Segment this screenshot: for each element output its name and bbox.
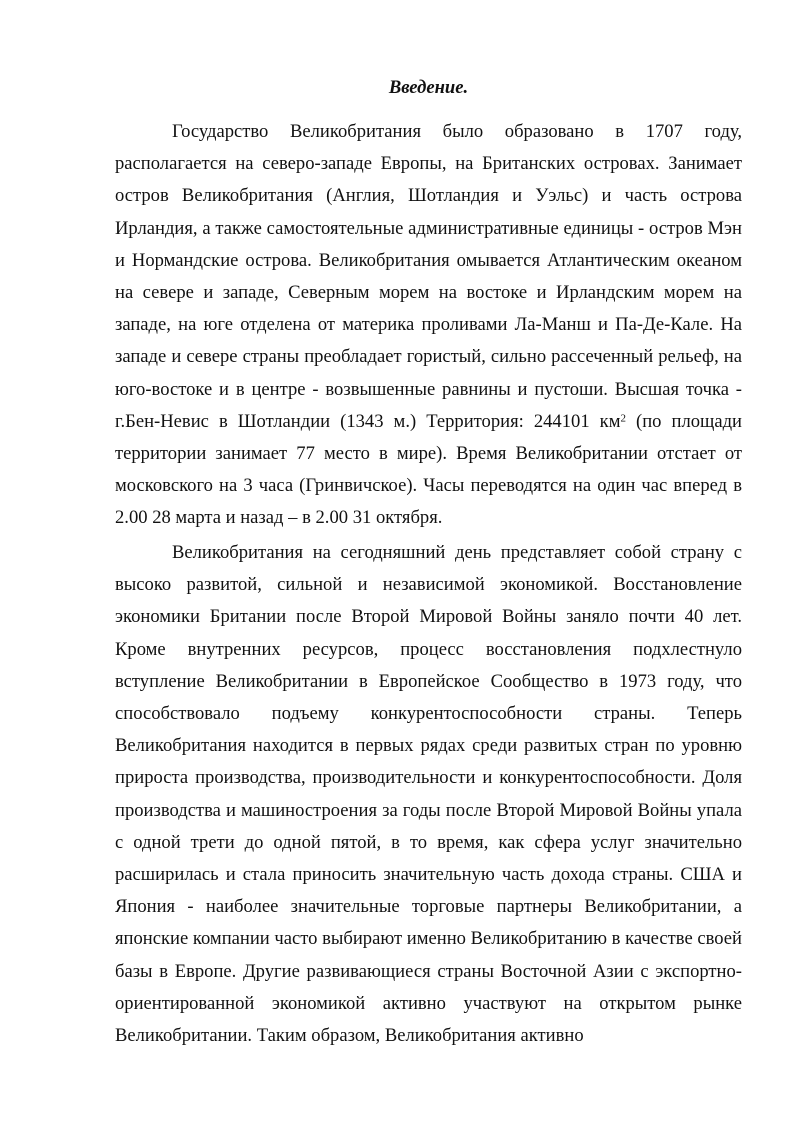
paragraph-introduction — [115, 116, 742, 535]
paragraph-1-text-continued: (по площади территории занимает 77 место в мире). Время Великобритании отстает от московского на 3 часа (Гринвичское). Часы переводятся на один час вперед в 2.00 28 марта и назад – в 2.00 31 октября. — [115, 410, 743, 529]
page-title: Введение. — [388, 77, 469, 98]
paragraph-1-text: Государство Великобритания было образовано в 1707 году, располагается на северо-западе Европы, на Британских островах. Занимает остров Великобритания (Англия, Шотландия и Уэльс) и часть острова Ирландия, а также самостоятельные административные единицы - остров Мэн и Нормандские острова. Великобритания омывается Атлантическим океаном на севере и западе, Северным морем на востоке и Ирландским морем на западе, на юге отделена от материка проливами Ла-Манш и Па-Де-Кале. На западе и севере страны преобладает гористый, сильно рассеченный рельеф, на юго-востоке и в центре - возвышенные равнины и пустоши. Высшая точка - г.Бен-Невис в Шотландии (1343 м.) Территория: 244101 км — [115, 121, 742, 432]
paragraph-economy: Великобритания на сегодняшний день представляет собой страну с высоко развитой, сильной и независимой экономикой. Восстановление экономики Британии после Второй Мировой Войны заняло почти 40 лет. Кроме внутренних ресурсов, процесс восстановления подхлестнуло вступление Великобритании в Европейское Сообщество в 1973 году, что способствовало подъему конкурентоспособности страны. Теперь Великобритания находится в первых рядах среди развитых стран по уровню прироста производства, производительности и конкурентоспособности. Доля производства и машиностроения за годы после Второй Мировой Войны упала с одной трети до одной пятой, в то время, как сфера услуг значительно расширилась и стала приносить значительную часть дохода страны. США и Япония - наиболее значительные торговые партнеры Великобритании, а японские компании часто выбирают именно Великобританию в качестве своей базы в Европе. Другие развивающиеся страны Восточной Азии с экспортно-ориентированной экономикой активно участвуют на открытом рынке Великобритании. Таким образом, Великобритания активно — [115, 542, 742, 1047]
area-unit-superscript: 2 — [620, 412, 626, 425]
